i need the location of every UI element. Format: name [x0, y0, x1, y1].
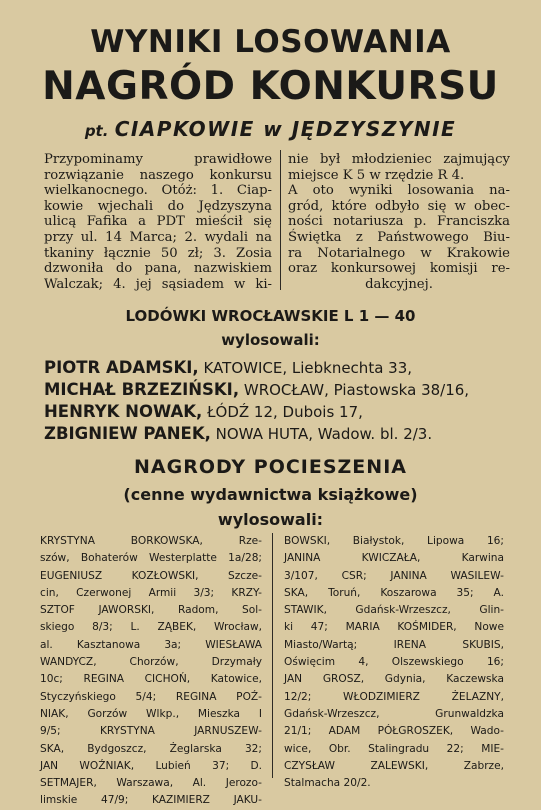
- subtitle-name: CIAPKOWIE w JĘDZYSZYNIE: [114, 117, 457, 141]
- intro-line: Świętka z Państwowego Biu-: [288, 229, 510, 245]
- list-line: JANINA KWICZAŁA, Karwina: [284, 552, 504, 565]
- list-line: SETMAJER, Warszawa, Al. Jerozo-: [40, 777, 262, 790]
- intro-line: gród, które odbyło się w obec-: [288, 198, 510, 214]
- winner-entry: [44, 357, 524, 379]
- list-line: KRYSTYNA BORKOWSKA, Rze-: [40, 535, 262, 547]
- intro-line: Walczak; 4. jej sąsiadem w ki-: [44, 276, 272, 292]
- list-line: szów, Bohaterów Westerplatte 1a/28;: [40, 552, 262, 565]
- winner-address: WROCŁAW, Piastowska 38/16,: [243, 381, 470, 399]
- intro-line: miejsce K 5 w rzędzie R 4.: [288, 167, 465, 183]
- intro-right-column: [288, 152, 510, 292]
- list-line: wice, Obr. Stalingradu 22; MIE-: [284, 742, 504, 755]
- column-divider: [272, 533, 273, 778]
- subtitle-prefix: pt.: [84, 122, 109, 140]
- main-winners-list: [44, 357, 524, 445]
- winner-name: MICHAŁ BRZEZIŃSKI,: [44, 380, 240, 399]
- list-line: al. Kasztanowa 3a; WIESŁAWA: [40, 638, 262, 651]
- prize-heading: LODÓWKI WROCŁAWSKIE L 1 — 40: [125, 307, 416, 325]
- list-line: EUGENIUSZ KOZŁOWSKI, Szcze-: [40, 569, 262, 582]
- list-line: Miasto/Wartą; IRENA SKUBIS,: [284, 638, 504, 651]
- intro-line: przy ul. 14 Marca; 2. wydali na: [44, 229, 272, 245]
- winner-address: ŁÓDŹ 12, Dubois 17,: [207, 403, 363, 421]
- list-line: JAN GROSZ, Gdynia, Kaczewska: [284, 673, 504, 686]
- intro-line: dakcyjnej.: [365, 276, 433, 292]
- winner-address: NOWA HUTA, Wadow. bl. 2/3.: [215, 425, 433, 443]
- winner-address: KATOWICE, Liebknechta 33,: [203, 359, 413, 377]
- winner-name: PIOTR ADAMSKI,: [44, 358, 199, 377]
- list-line: cin, Czerwonej Armii 3/3; KRZY-: [40, 586, 262, 599]
- list-line: limskie 47/9; KAZIMIERZ JAKU-: [40, 794, 262, 807]
- consolation-left-column: [40, 533, 262, 810]
- headline-line2: NAGRÓD KONKURSU: [42, 64, 499, 109]
- list-line: SZTOF JAWORSKI, Radom, Sol-: [40, 604, 262, 617]
- consolation-subheading-2: wylosowali:: [217, 510, 324, 529]
- list-line: Oświęcim 4, Olszewskiego 16;: [284, 656, 504, 669]
- list-line: BOWSKI, Białystok, Lipowa 16;: [284, 535, 504, 547]
- list-line: Stalmacha 20/2.: [284, 777, 371, 790]
- intro-line: ulicą Fafika a PDT mieścił się: [44, 214, 272, 230]
- list-line: JAN WOŹNIAK, Lubień 37; D.: [40, 759, 262, 772]
- intro-line: ra Notarialnego w Krakowie: [288, 245, 510, 261]
- winner-entry: [44, 401, 524, 423]
- list-line: 3/107, CSR; JANINA WASILEW-: [284, 569, 504, 582]
- headline-subtitle: [0, 117, 541, 141]
- list-line: 9/5; KRYSTYNA JARNUSZEW-: [40, 725, 262, 738]
- list-line: ki 47; MARIA KOŚMIDER, Nowe: [284, 621, 504, 634]
- column-divider: [280, 150, 281, 290]
- intro-line: dzwoniła do pana, nazwiskiem: [44, 261, 272, 277]
- consolation-right-column: [284, 533, 504, 792]
- list-line: 21/1; ADAM PÓŁGROSZEK, Wado-: [284, 725, 504, 738]
- consolation-subheading: (cenne wydawnictwa książkowe): [123, 485, 418, 504]
- winner-entry: [44, 379, 524, 401]
- intro-line: tkaniny łącznie 50 zł; 3. Zosia: [44, 245, 272, 261]
- winner-name: HENRYK NOWAK,: [44, 402, 203, 421]
- list-line: NIAK, Gorzów Wlkp., Mieszka I: [40, 707, 262, 720]
- list-line: Styczyńskiego 5/4; REGINA POŹ-: [40, 690, 262, 703]
- consolation-heading: NAGRODY POCIESZENIA: [134, 456, 407, 478]
- prize-subheading: wylosowali:: [221, 331, 320, 349]
- list-line: 10c; REGINA CICHOŃ, Katowice,: [40, 673, 262, 686]
- headline-line1: WYNIKI LOSOWANIA: [90, 24, 451, 60]
- intro-line: kowie wjechali do Jędzyszyna: [44, 198, 272, 214]
- winner-name: ZBIGNIEW PANEK,: [44, 424, 211, 443]
- list-line: 12/2; WŁODZIMIERZ ŻELAZNY,: [284, 690, 504, 703]
- list-line: skiego 8/3; L. ZĄBEK, Wrocław,: [40, 621, 262, 634]
- intro-line: A oto wyniki losowania na-: [288, 183, 510, 199]
- list-line: SKA, Toruń, Koszarowa 35; A.: [284, 586, 504, 599]
- intro-left-column: [44, 152, 272, 292]
- intro-line: nie był młodzieniec zajmujący: [288, 152, 510, 167]
- winner-entry: [44, 423, 524, 445]
- list-line: CZYSŁAW ZALEWSKI, Zabrze,: [284, 759, 504, 772]
- list-line: STAWIK, Gdańsk-Wrzeszcz, Glin-: [284, 604, 504, 617]
- intro-line: ności notariusza p. Franciszka: [288, 214, 510, 230]
- intro-line: oraz konkursowej komisji re-: [288, 261, 510, 277]
- list-line: Gdańsk-Wrzeszcz, Grunwaldzka: [284, 707, 504, 720]
- intro-line: Przypominamy prawidłowe: [44, 152, 272, 167]
- list-line: SKA, Bydgoszcz, Żeglarska 32;: [40, 742, 262, 755]
- intro-line: wielkanocnego. Otóż: 1. Ciap-: [44, 183, 272, 199]
- intro-line: rozwiązanie naszego konkursu: [44, 167, 272, 183]
- list-line: WANDYCZ, Chorzów, Drzymały: [40, 656, 262, 669]
